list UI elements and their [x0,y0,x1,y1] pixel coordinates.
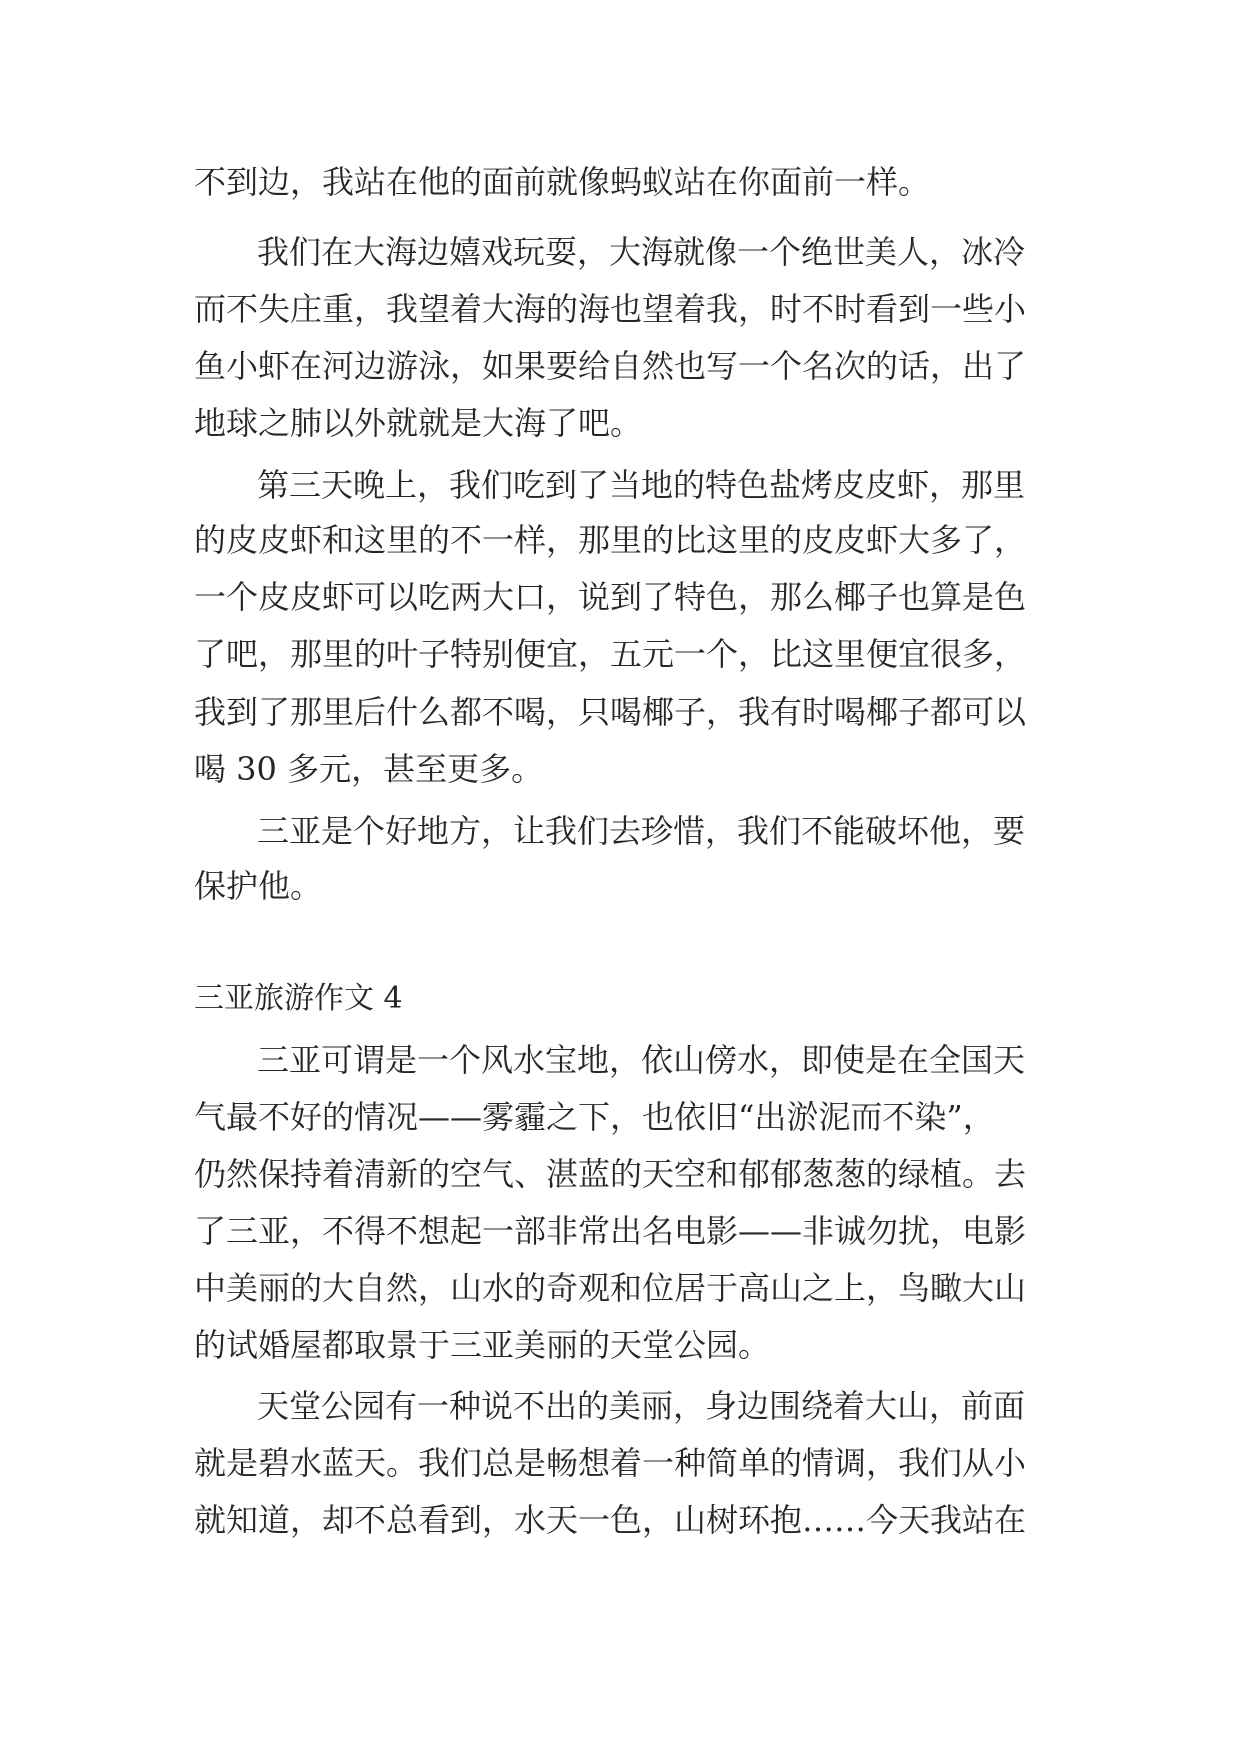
text-line: 我到了那里后什么都不喝，只喝椰子，我有时喝椰子都可以 [194,693,1027,731]
text-line: 气最不好的情况——雾霾之下，也依旧“出淤泥而不染”， [194,1098,995,1136]
section-heading: 三亚旅游作文 4 [194,981,403,1016]
text-line: 仍然保持着清新的空气、湛蓝的天空和郁郁葱葱的绿植。去 [194,1155,1027,1193]
text-line: 喝 30 多元，甚至更多。 [194,750,544,788]
text-line: 了三亚，不得不想起一部非常出名电影——非诚勿扰，电影 [194,1212,1027,1250]
text-line: 鱼小虾在河边游泳，如果要给自然也写一个名次的话，出了 [194,347,1027,385]
text-line: 一个皮皮虾可以吃两大口，说到了特色，那么椰子也算是色 [194,578,1027,616]
text-line: 保护他。 [194,867,323,905]
text-line: 中美丽的大自然，山水的奇观和位居于高山之上，鸟瞰大山 [194,1269,1027,1307]
text-line: 就知道，却不总看到，水天一色，山树环抱……今天我站在 [194,1501,1027,1539]
text-line: 三亚是个好地方，让我们去珍惜，我们不能破坏他，要 [257,812,1026,850]
text-line: 三亚可谓是一个风水宝地，依山傍水，即使是在全国天 [257,1041,1026,1079]
text-line: 而不失庄重，我望着大海的海也望着我，时不时看到一些小 [194,290,1027,328]
text-line: 地球之肺以外就就是大海了吧。 [194,404,643,442]
text-line: 就是碧水蓝天。我们总是畅想着一种简单的情调，我们从小 [194,1444,1027,1482]
text-line: 的试婚屋都取景于三亚美丽的天堂公园。 [194,1326,771,1364]
text-line: 了吧，那里的叶子特别便宜，五元一个，比这里便宜很多， [194,635,1027,673]
text-line: 的皮皮虾和这里的不一样，那里的比这里的皮皮虾大多了， [194,521,1027,559]
text-line: 天堂公园有一种说不出的美丽，身边围绕着大山，前面 [257,1387,1026,1425]
text-line: 第三天晚上，我们吃到了当地的特色盐烤皮皮虾，那里 [257,466,1026,504]
text-line: 我们在大海边嬉戏玩耍，大海就像一个绝世美人，冰冷 [257,233,1026,271]
text-line: 不到边，我站在他的面前就像蚂蚁站在你面前一样。 [194,163,931,201]
